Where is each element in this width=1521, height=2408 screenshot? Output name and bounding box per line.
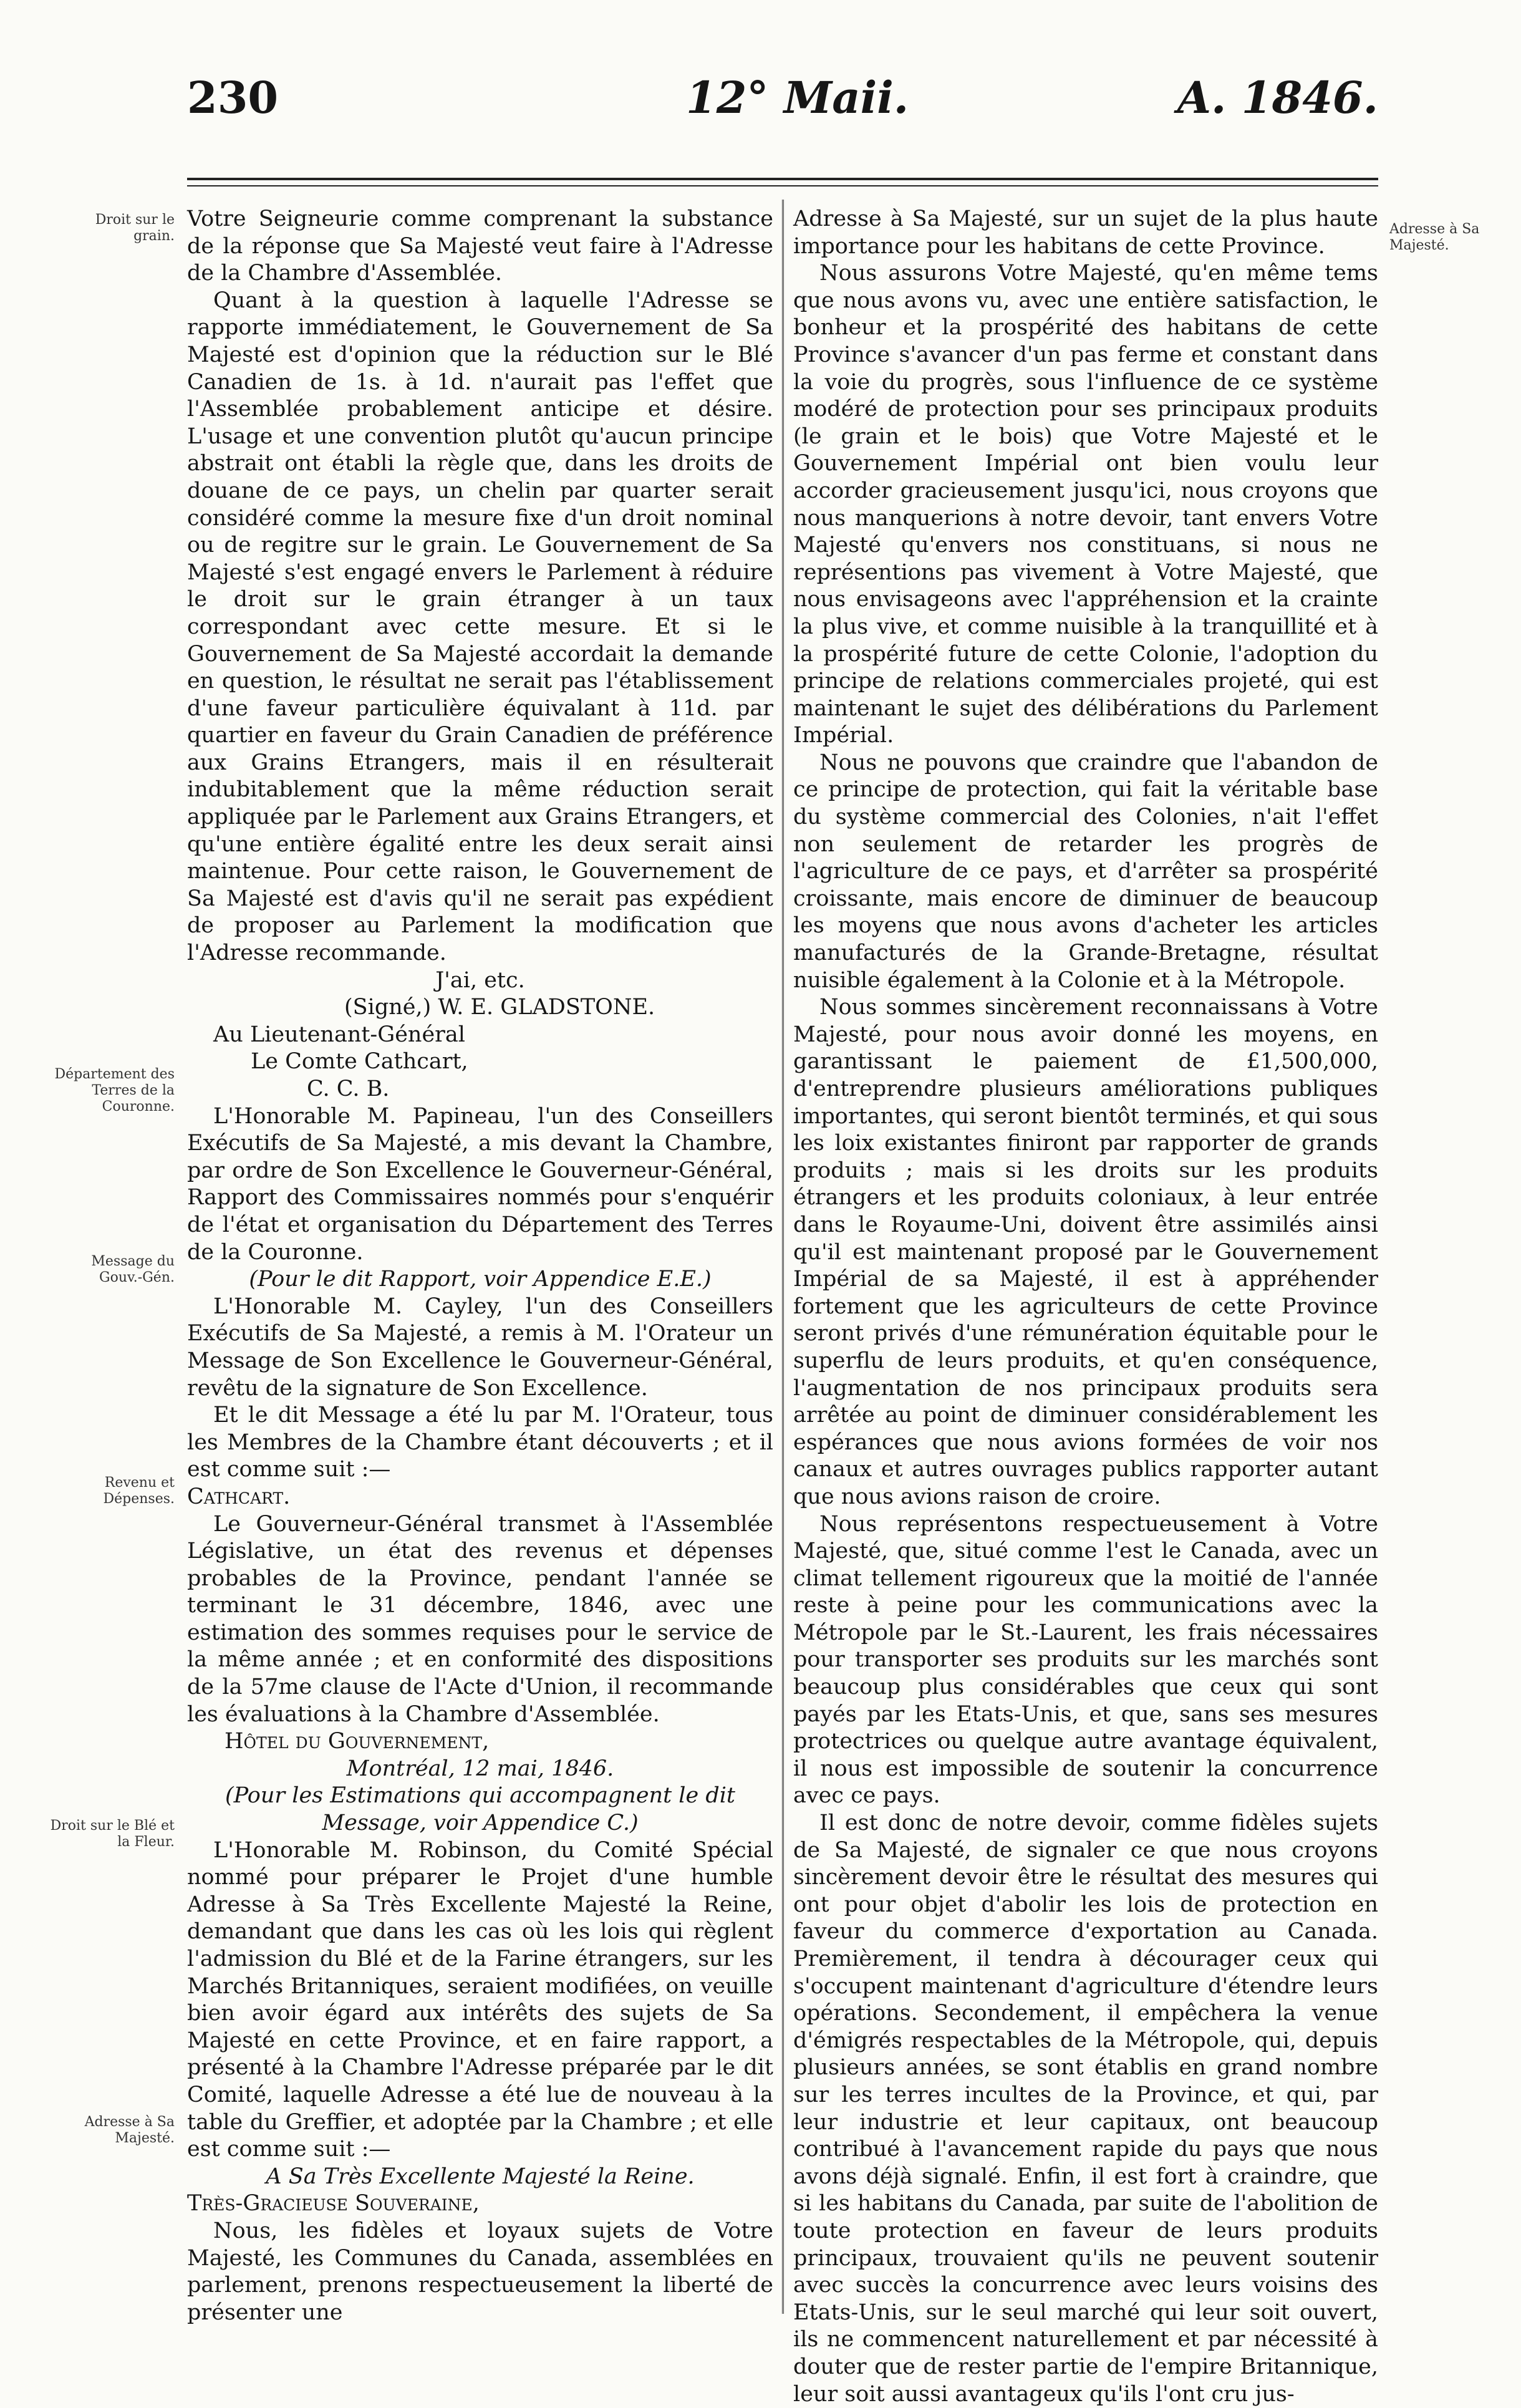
montreal-date: Montréal, 12 mai, 1846. xyxy=(346,1756,614,1781)
hotel-du-gouvernement: Hôtel du Gouvernement, xyxy=(225,1729,490,1754)
paragraph-gouverneur: Le Gouverneur-Général transmet à l'Assemblée Législative, un état des revenus et dépenses probables de la Province, pendant l'année se terminant le 31 décembre, 1846, avec une estimation des sommes requises pour le service de la même année ; et en conformité des dispositions de la 57me clause de l'Acte d'Union, il recommande les évaluations à la Chambre d'Assemblée. xyxy=(187,1511,773,1727)
right-paragraph-1: Adresse à Sa Majesté, sur un sujet de la plus haute importance pour les habitans de cette Province. xyxy=(793,206,1378,259)
left-paragraph-2: Quant à la question à laquelle l'Adresse se rapporte immédiatement, le Gouvernement de Sa Majesté est d'opinion que la réduction sur le Blé Canadien de 1s. à 1d. n'aurait pas l'effet que l'Assemblée probablement anticipe et désire. L'usage et une convention plutôt qu'aucun principe abstrait ont établi la règle que, dans les droits de douane de ce pays, un chelin par quarter serait considéré comme la mesure fixe d'un droit nominal ou de regitre sur le grain. Le Gouvernement de Sa Majesté s'est engagé envers le Parlement à réduire le droit sur le grain étranger à un taux correspondant avec cette mesure. Et si le Gouvernement de Sa Majesté accordait la demande en question, le résultat ne serait pas l'établissement d'une faveur particulière équivalant à 11d. par quartier en faveur du Grain Canadien de préférence aux Grains Etrangers, mais il en résulterait indubitablement que la même réduction serait appliquée par le Parlement aux Grains Etrangers, et qu'une entière égalité entre les deux serait ainsi maintenue. Pour cette raison, le Gouvernement de Sa Majesté est d'avis qu'il ne serait pas expédient de proposer au Parlement la modification que l'Adresse recommande. xyxy=(187,288,773,966)
margin-note-message: Message du Gouv.-Gén. xyxy=(91,1254,175,1285)
right-column xyxy=(793,206,1378,2407)
page-header xyxy=(187,72,1378,147)
signature-cathcart: Cathcart. xyxy=(187,1484,291,1509)
addressee-line-3: C. C. B. xyxy=(307,1076,390,1101)
paragraph-message: Et le dit Message a été lu par M. l'Orateur, tous les Membres de la Chambre étant découverts ; et il est comme suit :— xyxy=(187,1403,773,1482)
page-date: 12° Maii. xyxy=(686,72,909,123)
page-year: A. 1846. xyxy=(1177,72,1378,123)
paragraph-robinson: L'Honorable M. Robinson, du Comité Spécial nommé pour préparer le Projet d'une humble Adresse à Sa Très Excellente Majesté la Reine, demandant que dans les cas où les lois qui règlent l'admission du Blé et de la Farine étrangers, sur les Marchés Britanniques, seraient modifiées, on veuille bien avoir égard aux intérêts des sujets de Sa Majesté en cette Province, et en faire rapport, a présenté à la Chambre l'Adresse préparée par le dit Comité, laquelle Adresse a été lue de nouveau à la table du Greffier, et adoptée par la Chambre ; et elle est comme suit :— xyxy=(187,1837,773,2162)
column-divider xyxy=(782,200,784,2314)
signature-gladstone: (Signé,) W. E. GLADSTONE. xyxy=(344,995,655,1020)
paragraph-nous: Nous, les fidèles et loyaux sujets de Votre Majesté, les Communes du Canada, assemblées en parlement, prenons respectueusement la liberté de présenter une xyxy=(187,2218,773,2325)
right-paragraph-6: Il est donc de notre devoir, comme fidèles sujets de Sa Majesté, de signaler ce que nous croyons sincèrement devoir être le résultat des mesures qui ont pour objet d'abolir les lois de protection en faveur du commerce d'exportation au Canada. Premièrement, il tendra à décourager ceux qui s'occupent maintenant d'agriculture d'étendre leurs opérations. Secondement, il empêchera la venue d'émigrés respectables de la Métropole, qui, depuis plusieurs années, se sont établis en grand nombre sur les terres incultes de la Province, et qui, par leur industrie et leur capitaux, ont beaucoup contribué à l'avancement rapide du pays que nous avons déjà signalé. Enfin, il est fort à craindre, que si les habitans du Canada, par suite de l'abolition de toute protection en faveur de leurs produits principaux, trouvaient qu'ils ne peuvent soutenir avec succès la concurrence avec leurs voisins des Etats-Unis, sur le seul marché qui leur soit ouvert, ils ne commencent naturellement et par nécessité à douter que de rester partie de l'empire Britannique, leur soit aussi avantageux qu'ils l'ont cru jus- xyxy=(793,1811,1378,2407)
addressee-line-1: Au Lieutenant-Général xyxy=(213,1022,465,1047)
margin-note-droit-ble: Droit sur le Blé et la Fleur. xyxy=(50,1818,175,1850)
header-rule-thin xyxy=(187,185,1378,186)
right-paragraph-2: Nous assurons Votre Majesté, qu'en même tems que nous avons vu, avec une entière satisfaction, le bonheur et la prospérité des habitans de cette Province s'avancer d'un pas ferme et constant dans la voie du progrès, sous l'influence de ce système modéré de protection pour ses principaux produits (le grain et le bois) que Votre Majesté et le Gouvernement Impérial ont bien voulu leur accorder gracieusement jusqu'ici, nous croyons que nous manquerions à notre devoir, tant envers Votre Majesté qu'envers nos constituans, si nous ne représentions pas vivement à Votre Majesté, que nous envisageons avec l'appréhension et la crainte la plus vive, et comme nuisible à la tranquillité et à la prospérité future de cette Colonie, l'adoption du principe de relations commerciales projeté, qui est maintenant le sujet des délibérations du Parlement Impérial. xyxy=(793,261,1378,748)
left-paragraph-1: Votre Seigneurie comme comprenant la substance de la réponse que Sa Majesté veut faire à l'Adresse de la Chambre d'Assemblée. xyxy=(187,206,773,286)
header-rule-thick xyxy=(187,178,1378,180)
paragraph-cayley: L'Honorable M. Cayley, l'un des Conseillers Exécutifs de Sa Majesté, a remis à M. l'Orateur un Message de Son Excellence le Gouverneur-Général, revêtu de la signature de Son Excellence. xyxy=(187,1293,773,1401)
margin-note-adresse-right: Adresse à Sa Majesté. xyxy=(1389,221,1480,253)
closing-jai-etc: J'ai, etc. xyxy=(435,967,525,993)
margin-note-departement: Département des Terres de la Couronne. xyxy=(54,1066,175,1115)
left-column xyxy=(187,206,773,2325)
margin-note-droit-grain: Droit sur le grain. xyxy=(95,212,175,244)
note-pour-estimations: (Pour les Estimations qui accompagnent le dit Message, voir Appendice C.) xyxy=(225,1783,735,1836)
note-pour-rapport: (Pour le dit Rapport, voir Appendice E.E.) xyxy=(249,1267,712,1292)
right-paragraph-5: Nous représentons respectueusement à Votre Majesté, que, situé comme l'est le Canada, avec un climat tellement rigoureux que la moitié de l'année reste à peine pour les communications avec la Métropole par le St.-Laurent, les frais nécessaires pour transporter ses produits sur les marchés sont beaucoup plus considérables que ceux qui sont payés par les Etats-Unis, et que, sans ses mesures protectrices ou quelque autre avantage équivalent, il nous est impossible de soutenir la concurrence avec ce pays. xyxy=(793,1511,1378,1809)
address-heading: A Sa Très Excellente Majesté la Reine. xyxy=(266,2164,695,2189)
margin-note-revenu: Revenu et Dépenses. xyxy=(103,1475,175,1507)
page-number: 230 xyxy=(187,72,279,123)
salutation: Très-Gracieuse Souveraine, xyxy=(187,2191,480,2217)
margin-note-adresse-left: Adresse à Sa Majesté. xyxy=(84,2114,175,2146)
right-paragraph-3: Nous ne pouvons que craindre que l'abandon de ce principe de protection, qui fait la véritable base du système commercial des Colonies, n'ait l'effet non seulement de retarder les progrès de l'agriculture de ce pays, et d'arrêter sa prospérité croissante, mais encore de diminuer de beaucoup les moyens que nous avons d'acheter les articles manufacturés de la Grande-Bretagne, résultat nuisible également à la Colonie et à la Métropole. xyxy=(793,750,1378,993)
addressee-line-2: Le Comte Cathcart, xyxy=(251,1049,468,1075)
paragraph-papineau: L'Honorable M. Papineau, l'un des Conseillers Exécutifs de Sa Majesté, a mis devant la Chambre, par ordre de Son Excellence le Gouverneur-Général, Rapport des Commissaires nommés pour s'enquérir de l'état et organisation du Département des Terres de la Couronne. xyxy=(187,1103,773,1265)
right-paragraph-4: Nous sommes sincèrement reconnaissans à Votre Majesté, pour nous avoir donné les moyens, en garantissant le paiement de £1,500,000, d'entreprendre plusieurs améliorations publiques importantes, qui seront bientôt terminés, et qui sous les loix existantes finiront par rapporter de grands produits ; mais si les droits sur les produits étrangers et les produits coloniaux, à leur entrée dans le Royaume-Uni, doivent être assimilés ainsi qu'il est maintenant proposé par le Gouvernement Impérial de sa Majesté, il est à appréhender fortement que les agriculteurs de cette Province seront privés d'une rémunération équitable pour le superflu de leurs produits, et qu'en conséquence, l'augmentation de nos principaux produits sera arrêtée au point de diminuer considérablement les espérances que nous avions formées de voir nos canaux et autres ouvrages publics rapporter autant que nous avions raison de croire. xyxy=(793,995,1378,1509)
